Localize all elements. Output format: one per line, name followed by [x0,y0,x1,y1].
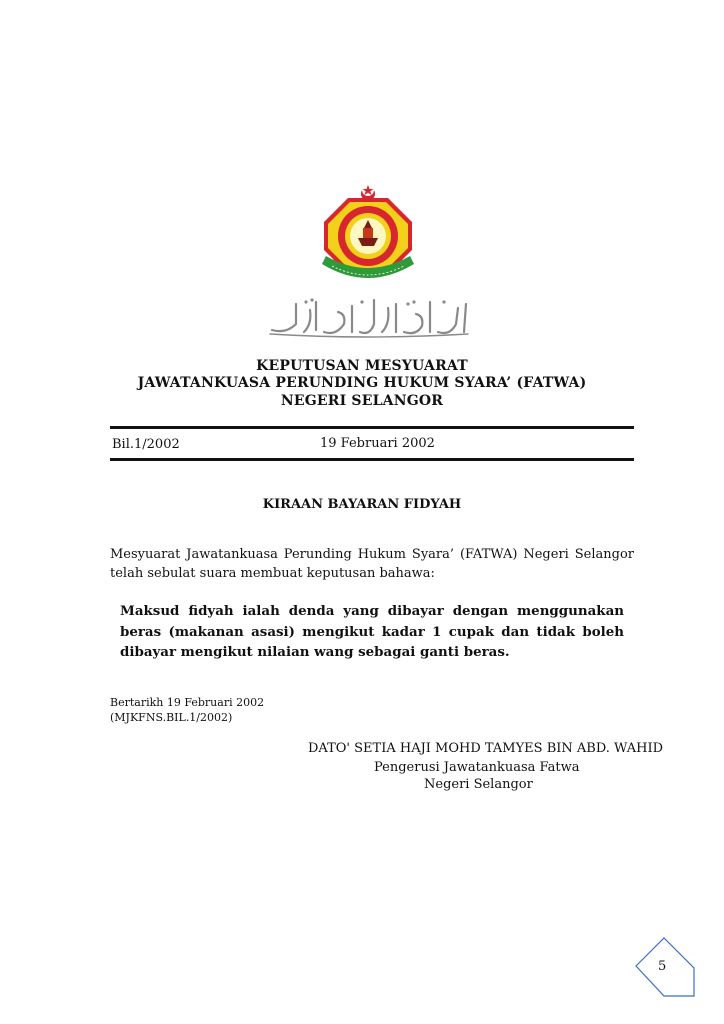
page-number: 5 [658,959,667,974]
top-divider [110,426,634,429]
reference-number: Bil.1/2002 [112,437,180,452]
bottom-divider [110,458,634,461]
page-marker-shape [628,932,706,1002]
subject-title: KIRAAN BAYARAN FIDYAH [262,497,462,512]
file-reference: (MJKFNS.BIL.1/2002) [110,711,233,724]
intro-paragraph: Mesyuarat Jawatankuasa Perunding Hukum Syara’ (FATWA) Negeri Selangor telah sebulat suara membuat keputusan bahawa: [110,547,634,581]
signatory-title: Pengerusi Jawatankuasa Fatwa [374,760,580,775]
signatory-state: Negeri Selangor [424,777,533,792]
page-number-marker [628,932,706,1002]
heading-line-3: NEGERI SELANGOR [280,393,444,409]
decision-paragraph: Maksud fidyah ialah denda yang dibayar dengan menggunakan beras (makanan asasi) mengikut kadar 1 cupak dan tidak boleh dibayar mengikut nilaian wang sebagai ganti beras. [120,603,624,660]
selangor-mufti-emblem-logo [318,184,418,288]
jawi-calligraphy-logo [266,294,472,338]
meeting-date: 19 Februari 2002 [320,436,435,451]
signatory-name: DATO' SETIA HAJI MOHD TAMYES BIN ABD. WAHID [308,741,664,756]
heading-line-1: KEPUTUSAN MESYUARAT [256,358,468,374]
dated-line: Bertarikh 19 Februari 2002 [110,696,265,709]
heading-line-2: JAWATANKUASA PERUNDING HUKUM SYARA’ (FATWA) [137,375,587,391]
